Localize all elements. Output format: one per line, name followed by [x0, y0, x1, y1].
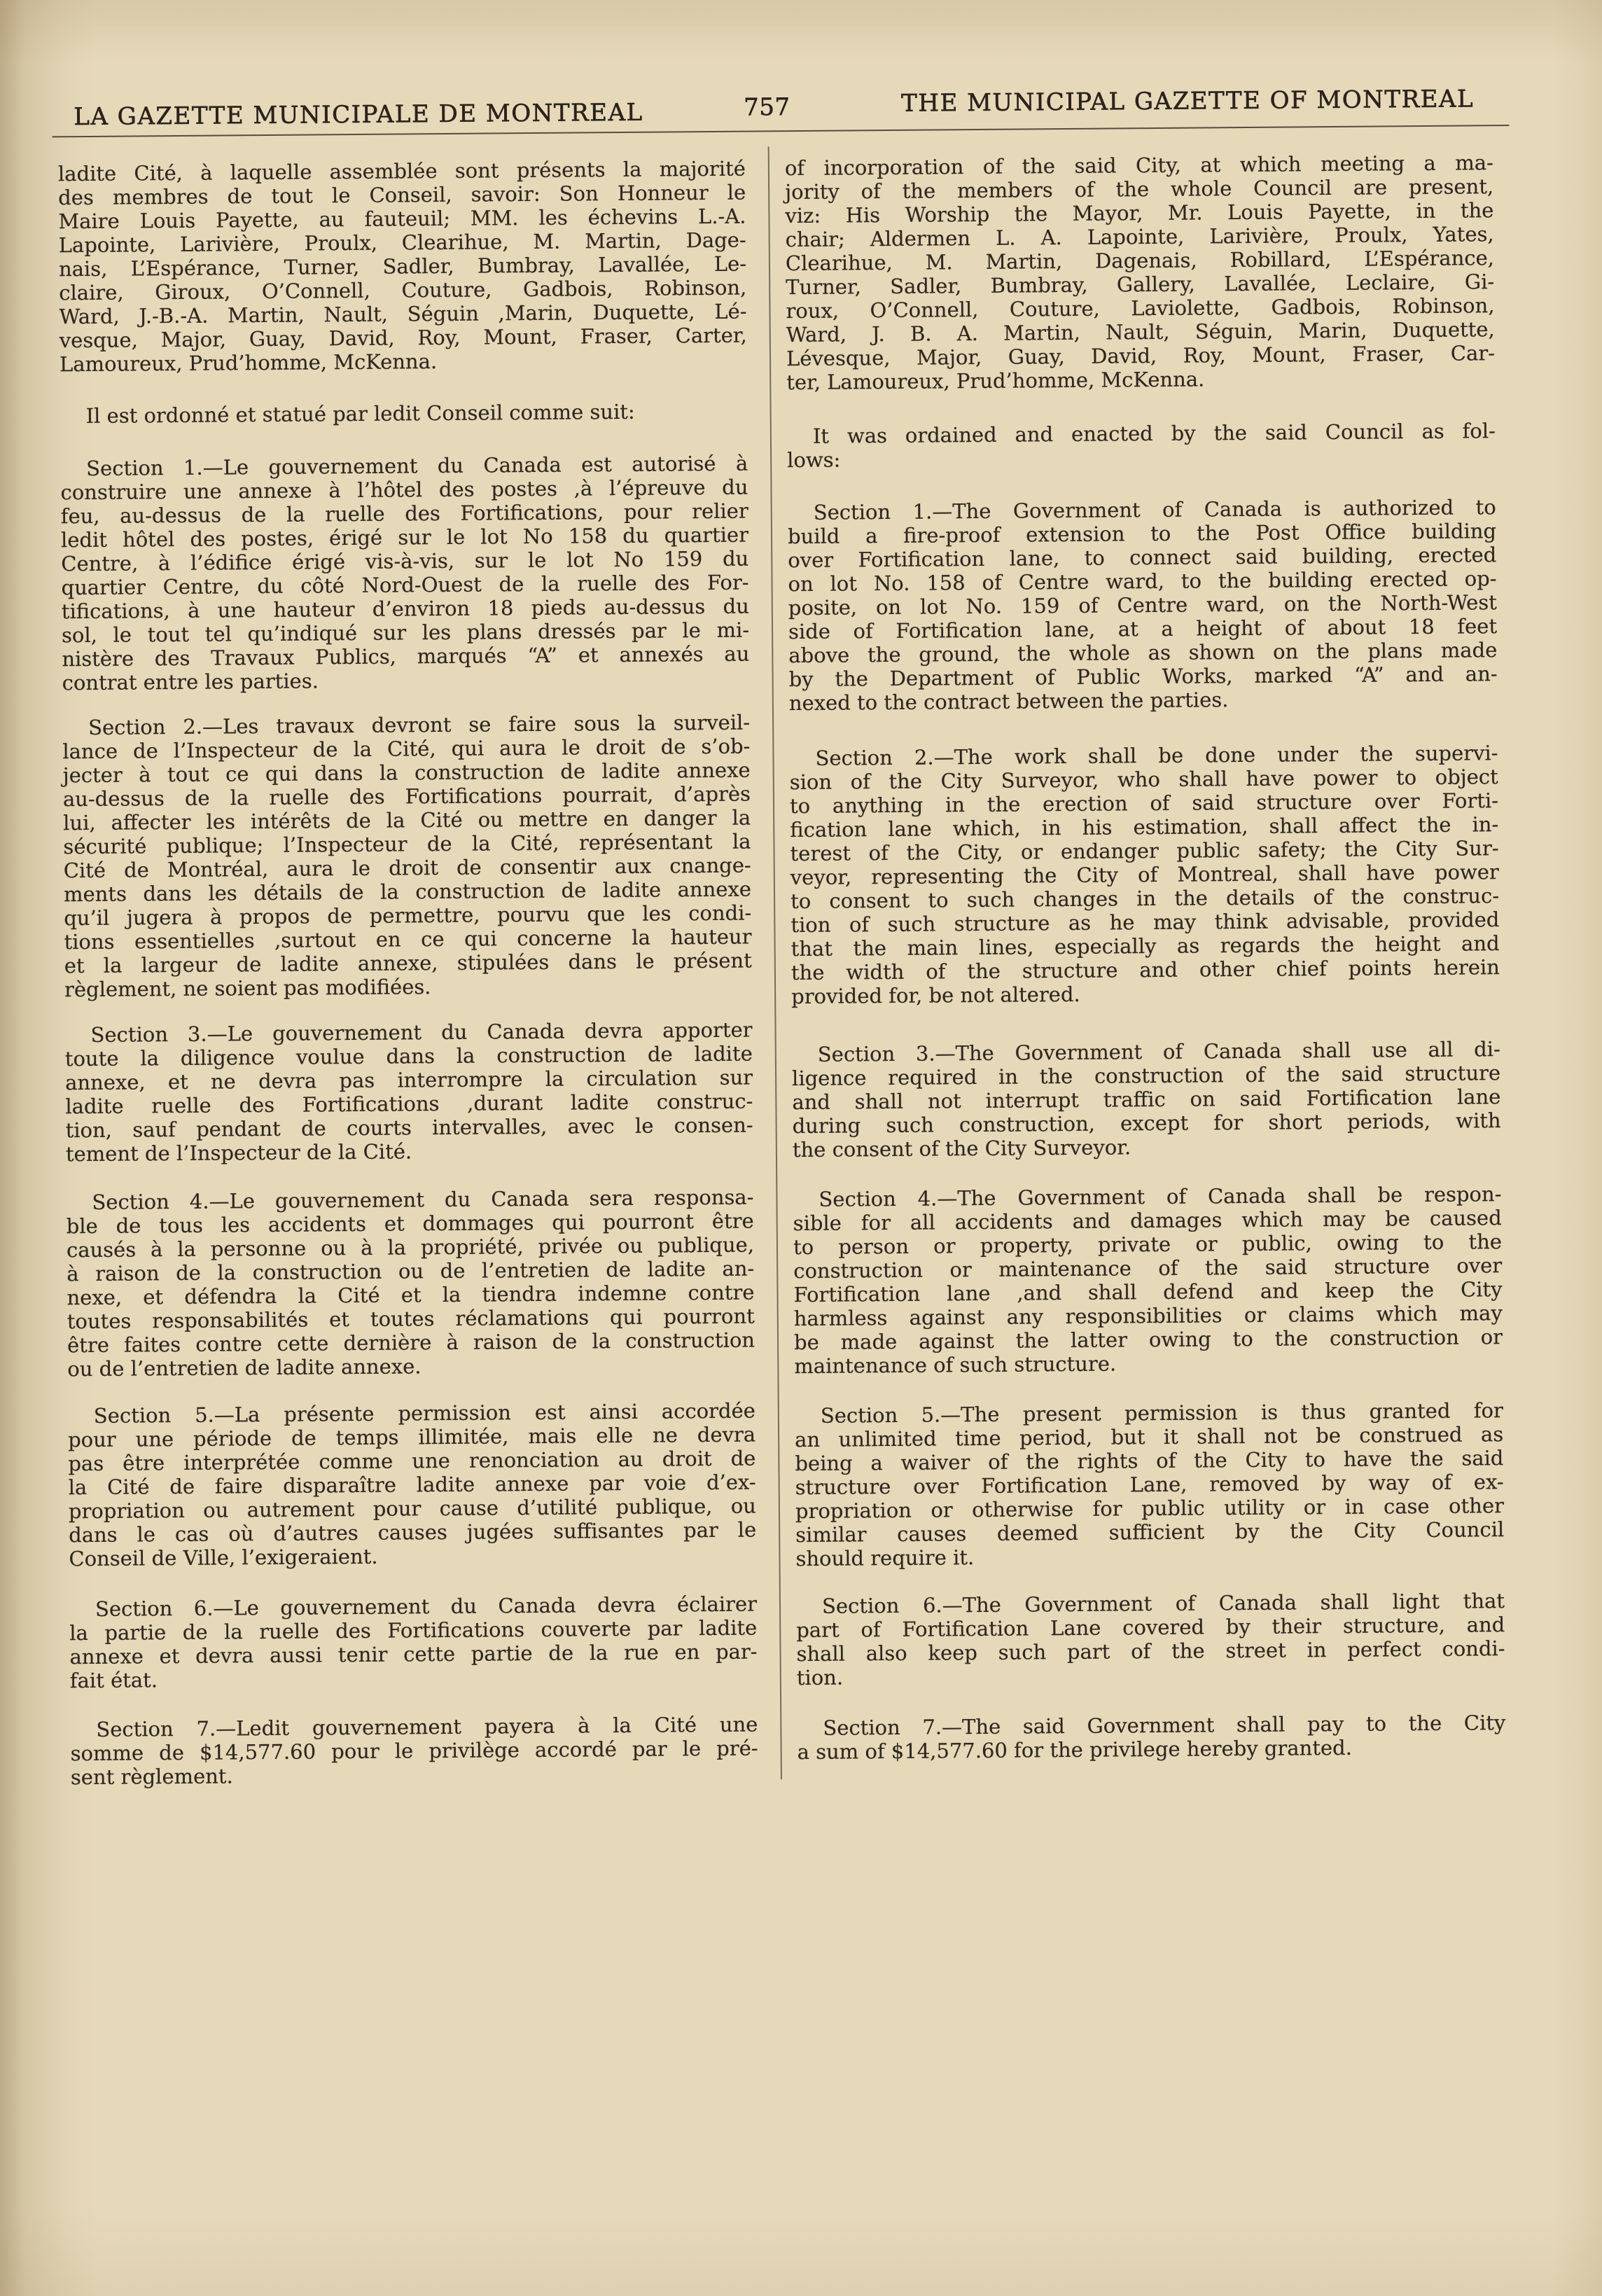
text-line: fication lane which, in his estimation, shall affect the in-	[790, 812, 1499, 842]
text-line: an unlimited time period, but it shall not be construed as	[795, 1422, 1504, 1452]
text-line: Section 5.—The present permission is thus granted for	[820, 1398, 1503, 1428]
text-line: Section 4.—Le gouvernement du Canada sera responsa-	[92, 1185, 754, 1214]
text-line: by the Department of Public Works, marked “A” and an-	[788, 662, 1498, 692]
text-line: Centre, à l’édifice érigé vis-à-vis, sur le lot No 159 du	[61, 546, 749, 576]
text-line: propriation or otherwise for public utility or in case other	[795, 1494, 1505, 1524]
text-line: that the main lines, especially as regards the height and	[790, 931, 1500, 961]
text-line: Section 7.—The said Government shall pay to the City	[823, 1711, 1506, 1740]
text-line: claire, Giroux, O’Connell, Couture, Gadbois, Robinson,	[59, 275, 747, 305]
text-line: ble de tous les accidents et dommages qui pourront être	[66, 1209, 754, 1239]
text-line: causés à la personne ou à la propriété, privée ou publique,	[66, 1232, 755, 1262]
text-line: sol, le tout tel qu’indiqué sur les plans dressés par le mi-	[61, 618, 750, 648]
text-line: Section 3.—The Government of Canada shall use all di-	[817, 1037, 1500, 1066]
french-enacting-clause	[60, 399, 748, 429]
column-divider	[768, 146, 782, 1779]
text-line: provided for, be not altered.	[791, 982, 1080, 1009]
text-line: tement de l’Inspecteur de la Cité.	[65, 1139, 412, 1167]
french-section-1	[60, 452, 750, 695]
text-line: to consent to such changes in the details of the construc-	[790, 884, 1500, 914]
text-line: above the ground, the whole as shown on the plans made	[788, 638, 1498, 668]
text-line: Cité de Montréal, aura le droit de consentir aux cnange-	[63, 853, 751, 883]
text-line: dans le cas où d’autres causes jugées suffisantes par le	[69, 1517, 757, 1547]
text-line: Ward, J.-B.-A. Martin, Nault, Séguin ,Marin, Duquette, Lé-	[59, 299, 747, 329]
text-line: feu, au-dessus de la ruelle des Fortifications, pour relier	[60, 499, 748, 529]
text-line: Section 5.—La présente permission est ainsi accordée	[93, 1398, 755, 1428]
text-line: somme de $14,577.60 pour le privilège accordé par le pré-	[70, 1736, 758, 1766]
text-line: construire une annexe à l’hôtel des postes ,à l’épreuve du	[60, 475, 748, 505]
french-section-5	[68, 1399, 757, 1571]
text-line: Maire Louis Payette, au fauteuil; MM. les échevins L.-A.	[58, 204, 746, 234]
text-line: over Fortification lane, to connect said building, erected	[788, 543, 1497, 573]
text-line: side of Fortification lane, at a height of about 18 feet	[788, 614, 1498, 644]
text-line: Section 3.—Le gouvernement du Canada devra apporter	[90, 1017, 753, 1047]
text-line: It was ordained and enacted by the said Council as fol-	[812, 419, 1496, 448]
text-line: toutes responsabilités et toutes réclamations qui pourront	[67, 1304, 755, 1334]
text-line: pour une période de temps illimitée, mais elle ne devra	[67, 1422, 756, 1452]
text-line: terest of the City, or endanger public safety; the City Sur-	[790, 836, 1499, 866]
text-line: Fortification lane ,and shall defend and keep the City	[793, 1277, 1503, 1307]
text-line: qu’il jugera à propos de permettre, pourvu que les condi-	[64, 900, 752, 931]
text-line: la partie de la ruelle des Fortifications couverte par ladite	[69, 1615, 758, 1646]
text-line: lui, affecter les intérêts de la Cité ou mettre en danger la	[63, 805, 751, 835]
text-line: sible for all accidents and damages which may be caused	[793, 1206, 1502, 1236]
text-line: Ward, J. B. A. Martin, Nault, Séguin, Marin, Duquette,	[786, 317, 1495, 347]
text-line: roux, O’Connell, Couture, Laviolette, Gadbois, Robinson,	[786, 293, 1495, 323]
text-line: jority of the members of the whole Council are present,	[785, 174, 1494, 204]
text-line: annexe et devra aussi tenir cette partie de la rue en par-	[69, 1639, 758, 1669]
text-line: Turner, Sadler, Bumbray, Gallery, Lavallée, Leclaire, Gi-	[786, 270, 1495, 300]
english-section-7	[797, 1711, 1506, 1764]
french-section-2	[62, 711, 752, 1002]
text-line: harmless against any responsibilities or claims which may	[793, 1301, 1503, 1331]
text-line: structure over Fortification Lane, removed by way of ex-	[795, 1470, 1504, 1500]
text-line: Clearihue, M. Martin, Dagenais, Robillard, L’Espérance,	[785, 246, 1495, 276]
text-line: Section 2.—Les travaux devront se faire sous la surveil-	[88, 710, 751, 739]
text-line: pas être interprétée comme une renonciation au droit de	[68, 1446, 756, 1476]
text-line: maintenance of such structure.	[794, 1351, 1117, 1379]
text-line: sécurité publique; l’Inspecteur de la Cité, représentant la	[63, 829, 751, 859]
text-line: Lamoureux, Prud’homme, McKenna.	[59, 349, 438, 377]
text-line: should require it.	[795, 1545, 975, 1571]
text-line: fait état.	[69, 1668, 158, 1693]
text-line: ter, Lamoureux, Prud’homme, McKenna.	[786, 367, 1205, 395]
text-line: et la largeur de ladite annexe, stipulées dans le présent	[64, 948, 752, 978]
english-section-2	[789, 741, 1500, 1008]
french-section-7	[70, 1713, 758, 1790]
french-section-3	[64, 1018, 753, 1167]
text-line: propriation ou autrement pour cause d’utilité publique, ou	[68, 1494, 757, 1524]
text-line: the consent of the City Surveyor.	[792, 1135, 1131, 1162]
text-line: ligence required in the construction of the said structure	[791, 1061, 1501, 1091]
text-line: tions essentielles ,surtout en ce qui concerne la hauteur	[64, 924, 752, 954]
text-line: Lapointe, Larivière, Proulx, Clearihue, M. Martin, Dage-	[58, 228, 746, 258]
text-line: quartier Centre, du côté Nord-Ouest de la ruelle des For-	[61, 570, 749, 600]
text-line: au-dessus de la ruelle des Fortifications pourrait, d’après	[62, 781, 751, 812]
text-line: Section 1.—The Government of Canada is authorized to	[813, 495, 1496, 524]
french-preamble	[58, 157, 747, 377]
text-line: posite, on lot No. 159 of Centre ward, on the North-West	[788, 590, 1497, 620]
text-line: the width of the structure and other chief points herein	[790, 955, 1500, 985]
text-line: ments dans les détails de la construction de ladite annexe	[63, 877, 752, 907]
text-line: nais, L’Espérance, Turner, Sadler, Bumbray, Lavallée, Le-	[58, 251, 747, 281]
gazette-title-french: LA GAZETTE MUNICIPALE DE MONTREAL	[74, 98, 643, 132]
french-section-6	[69, 1592, 758, 1693]
text-line: tifications, à une hauteur d’environ 18 pieds au-dessus du	[61, 594, 749, 624]
page-number: 757	[744, 93, 790, 122]
english-section-1	[788, 495, 1498, 715]
text-line: viz: His Worship the Mayor, Mr. Louis Payette, in the	[785, 198, 1494, 228]
text-line: Section 4.—The Government of Canada shall be respon-	[819, 1182, 1502, 1211]
text-line: Section 6.—Le gouvernement du Canada devra éclairer	[95, 1592, 758, 1621]
text-line: Il est ordonné et statué par ledit Conseil comme suit:	[85, 399, 635, 428]
english-section-6	[796, 1589, 1505, 1690]
text-line: ledit hôtel des postes, érigé sur le lot No 158 du quartier	[60, 522, 749, 552]
text-line: Lévesque, Major, Guay, David, Roy, Mount, Fraser, Car-	[786, 341, 1496, 371]
text-line: to person or property, private or public, owing to the	[793, 1230, 1503, 1260]
text-line: jecter à tout ce qui dans la construction de ladite annexe	[62, 758, 751, 788]
english-enacting-clause	[787, 419, 1496, 472]
text-line: des membres de tout le Conseil, savoir: Son Honneur le	[58, 180, 746, 210]
text-line: être faites contre cette dernière à raison de la construction	[67, 1328, 755, 1358]
gazette-title-english: THE MUNICIPAL GAZETTE OF MONTREAL	[901, 85, 1475, 118]
text-line: à raison de la construction ou de l’entretien de ladite an-	[67, 1256, 755, 1286]
text-line: tion.	[796, 1665, 844, 1690]
text-line: nistère des Travaux Publics, marqués “A” et annexés au	[62, 641, 750, 672]
text-line: Section 7.—Ledit gouvernement payera à la Cité une	[96, 1712, 758, 1741]
english-section-4	[793, 1182, 1503, 1378]
text-line: ou de l’entretien de ladite annexe.	[67, 1354, 422, 1382]
text-line: be made against the latter owing to the construction or	[793, 1325, 1503, 1355]
text-line: annexe, et ne devra pas interrompre la circulation sur	[64, 1065, 753, 1095]
text-line: similar causes deemed sufficient by the City Council	[795, 1517, 1505, 1547]
text-line: règlement, ne soient pas modifiées.	[64, 975, 431, 1002]
text-line: chair; Aldermen L. A. Lapointe, Larivière, Proulx, Yates,	[785, 222, 1494, 252]
text-line: Conseil de Ville, l’exigeraient.	[69, 1544, 378, 1571]
text-line: to anything in the erection of said structure over Forti-	[789, 788, 1499, 819]
text-line: Section 6.—The Government of Canada shall light that	[821, 1589, 1505, 1618]
text-line: ladite ruelle des Fortifications ,durant ladite construc-	[65, 1089, 753, 1119]
text-line: Section 1.—Le gouvernement du Canada est autorisé à	[86, 451, 748, 480]
text-line: being a waiver of the rights of the City to have the said	[795, 1446, 1504, 1476]
english-section-3	[792, 1037, 1501, 1162]
text-line: tion of such structure as he may think advisable, provided	[790, 907, 1500, 938]
text-line: la Cité de faire disparaître ladite annexe par voie d’ex-	[68, 1470, 756, 1500]
text-line: and shall not interrupt traffic on said Fortification lane	[792, 1085, 1501, 1115]
english-section-5	[795, 1398, 1505, 1571]
text-line: nexed to the contract between the parties.	[788, 688, 1229, 716]
text-line: lows:	[787, 447, 841, 473]
text-line: build a fire-proof extension to the Post Office building	[787, 519, 1497, 549]
text-line: on lot No. 158 of Centre ward, to the building erected op-	[788, 566, 1497, 597]
text-line: nexe, et défendra la Cité et la tiendra indemne contre	[67, 1280, 755, 1310]
text-line: a sum of $14,577.60 for the privilege hereby granted.	[797, 1735, 1352, 1765]
text-line: ladite Cité, à laquelle assemblée sont présents la majorité	[57, 156, 746, 186]
text-line: sion of the City Surveyor, who shall have power to object	[789, 765, 1498, 795]
text-line: veyor, representing the City of Montreal, shall have power	[790, 860, 1499, 890]
text-line: toute la diligence voulue dans la construction de ladite	[64, 1041, 753, 1071]
text-line: lance de l’Inspecteur de la Cité, qui aura le droit de s’ob-	[62, 734, 751, 764]
english-preamble	[785, 151, 1496, 394]
text-line: sent règlement.	[70, 1764, 233, 1790]
text-line: vesque, Major, Guay, David, Roy, Mount, Fraser, Carter,	[59, 323, 747, 353]
text-line: of incorporation of the said City, at which meeting a ma-	[784, 151, 1493, 181]
text-line: Section 2.—The work shall be done under the supervi-	[815, 741, 1498, 770]
french-section-4	[66, 1185, 755, 1382]
text-line: shall also keep such part of the street in perfect condi-	[796, 1636, 1505, 1667]
text-line: part of Fortification Lane covered by their structure, and	[796, 1613, 1505, 1643]
text-line: contrat entre les parties.	[62, 669, 319, 695]
text-line: construction or maintenance of the said structure over	[793, 1253, 1503, 1283]
text-line: during such construction, except for short periods, with	[792, 1108, 1501, 1139]
text-line: tion, sauf pendant de courts intervalles, avec le consen-	[65, 1113, 753, 1143]
